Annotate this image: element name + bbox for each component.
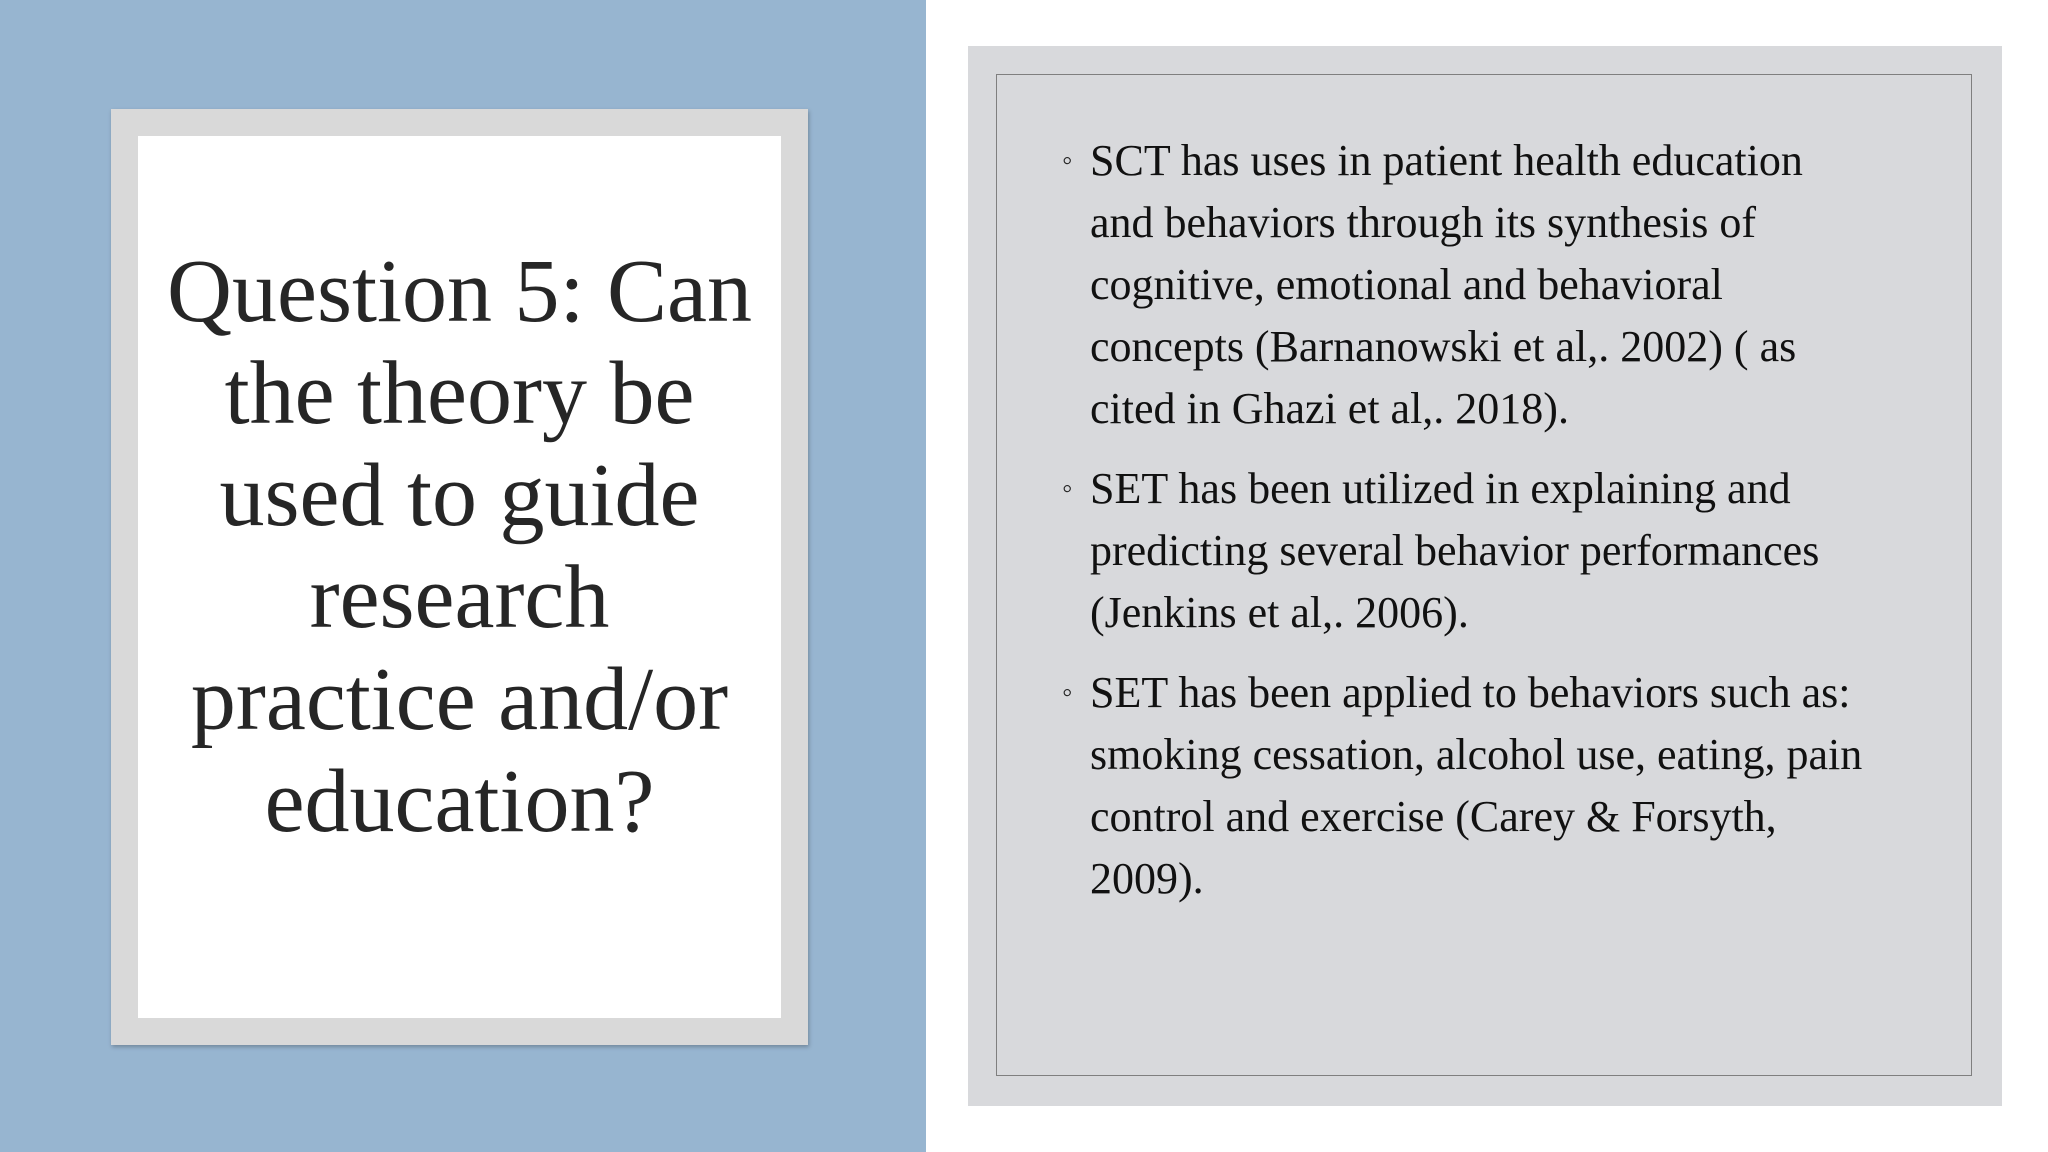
title-card [138,136,781,1018]
bullet-text: SET has been utilized in explaining and predicting several behavior performances (Jenkins et al,. 2006). [1090,464,1820,637]
slide-title: Question 5: Can the theory be used to guide research practice and/or education? [167,242,752,851]
left-panel [0,0,926,1152]
bullet-text: SET has been applied to behaviors such as: smoking cessation, alcohol use, eating, pain control and exercise (Carey & Forsyth, 2009). [1090,668,1863,903]
title-frame [111,109,808,1045]
bullet-item [1062,458,1870,644]
bullet-circle-icon: ◦ [1062,144,1073,177]
bullet-text: SCT has uses in patient health education and behaviors through its synthesis of cognitive, emotional and behavioral concepts (Barnanowski et al,. 2002) ( as cited in Ghazi et al,. 2018). [1090,136,1803,433]
bullet-circle-icon: ◦ [1062,676,1073,709]
bullet-circle-icon: ◦ [1062,472,1073,505]
content-frame [968,46,2002,1106]
bullet-item [1062,662,1870,910]
bullet-list [1062,130,1870,928]
bullet-item [1062,130,1870,440]
